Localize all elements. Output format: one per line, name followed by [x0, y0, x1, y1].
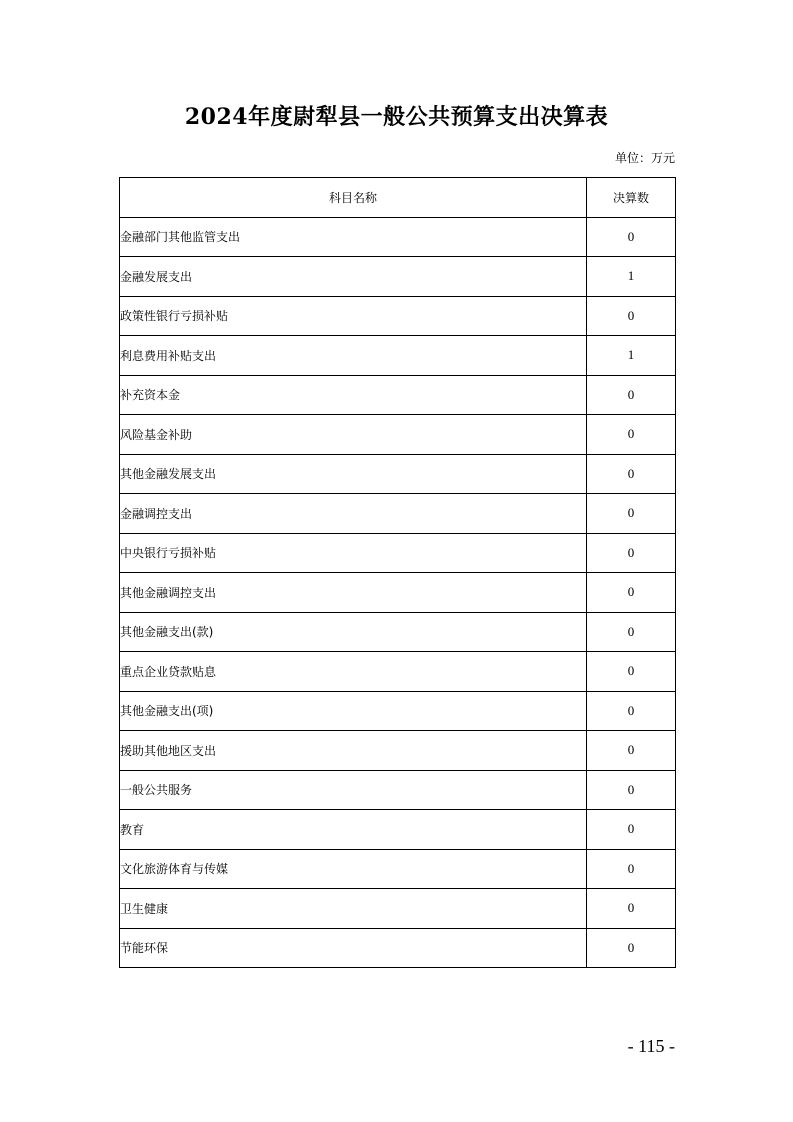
column-header-subject-name: 科目名称	[120, 178, 587, 218]
final-amount-cell: 0	[587, 652, 676, 692]
subject-name-cell: 一般公共服务	[120, 770, 587, 810]
final-amount-cell: 0	[587, 573, 676, 613]
table-row	[120, 652, 676, 692]
table-row	[120, 217, 676, 257]
page-number: - 115 -	[627, 1036, 675, 1056]
table-row	[120, 454, 676, 494]
final-amount-cell: 0	[587, 494, 676, 534]
subject-name-cell: 金融部门其他监管支出	[120, 217, 587, 257]
column-header-final-amount: 决算数	[587, 178, 676, 218]
final-amount-cell: 0	[587, 889, 676, 929]
unit-label: 单位：万元	[614, 151, 675, 165]
final-amount-cell: 0	[587, 928, 676, 968]
subject-name-cell: 政策性银行亏损补贴	[120, 296, 587, 336]
table-row	[120, 889, 676, 929]
final-amount-cell: 0	[587, 375, 676, 415]
final-amount-cell: 0	[587, 770, 676, 810]
table-header-row	[120, 178, 676, 218]
table-row	[120, 691, 676, 731]
table-row	[120, 415, 676, 455]
subject-name-cell: 援助其他地区支出	[120, 731, 587, 771]
subject-name-cell: 卫生健康	[120, 889, 587, 929]
subject-name-cell: 金融发展支出	[120, 257, 587, 297]
subject-name-cell: 补充资本金	[120, 375, 587, 415]
final-amount-cell: 0	[587, 691, 676, 731]
final-amount-cell: 0	[587, 415, 676, 455]
table-row	[120, 296, 676, 336]
table-row	[120, 257, 676, 297]
subject-name-cell: 中央银行亏损补贴	[120, 533, 587, 573]
subject-name-cell: 重点企业贷款贴息	[120, 652, 587, 692]
final-amount-cell: 1	[587, 257, 676, 297]
subject-name-cell: 节能环保	[120, 928, 587, 968]
table-row	[120, 810, 676, 850]
final-amount-cell: 0	[587, 533, 676, 573]
final-amount-cell: 1	[587, 336, 676, 376]
subject-name-cell: 教育	[120, 810, 587, 850]
table-row	[120, 731, 676, 771]
subject-name-cell: 其他金融发展支出	[120, 454, 587, 494]
subject-name-cell: 其他金融支出(项)	[120, 691, 587, 731]
table-row	[120, 573, 676, 613]
table-row	[120, 770, 676, 810]
page-title: 2024年度尉犁县一般公共预算支出决算表	[184, 104, 609, 130]
table-row	[120, 612, 676, 652]
table-row	[120, 336, 676, 376]
subject-name-cell: 利息费用补贴支出	[120, 336, 587, 376]
final-amount-cell: 0	[587, 810, 676, 850]
final-amount-cell: 0	[587, 217, 676, 257]
final-amount-cell: 0	[587, 454, 676, 494]
subject-name-cell: 文化旅游体育与传媒	[120, 849, 587, 889]
table-row	[120, 533, 676, 573]
table-body	[120, 217, 676, 968]
subject-name-cell: 金融调控支出	[120, 494, 587, 534]
budget-table	[119, 177, 676, 968]
table-row	[120, 494, 676, 534]
final-amount-cell: 0	[587, 849, 676, 889]
table-row	[120, 849, 676, 889]
final-amount-cell: 0	[587, 612, 676, 652]
final-amount-cell: 0	[587, 296, 676, 336]
table-row	[120, 928, 676, 968]
subject-name-cell: 其他金融支出(款)	[120, 612, 587, 652]
subject-name-cell: 风险基金补助	[120, 415, 587, 455]
final-amount-cell: 0	[587, 731, 676, 771]
subject-name-cell: 其他金融调控支出	[120, 573, 587, 613]
table-row	[120, 375, 676, 415]
